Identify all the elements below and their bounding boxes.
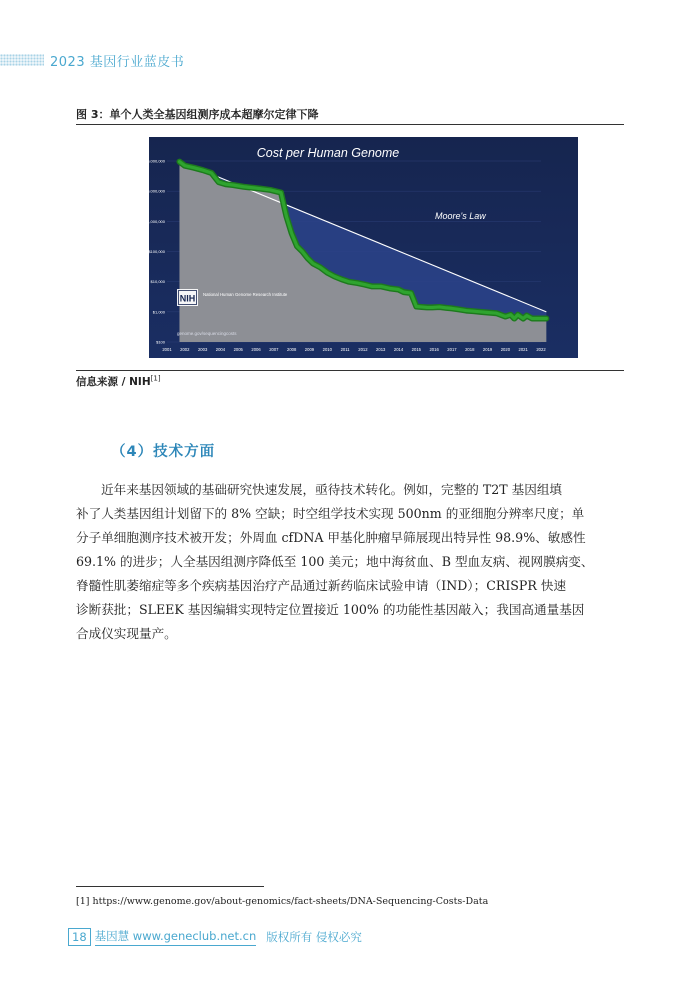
- nih-logo: [177, 289, 198, 306]
- chart-title: Cost per Human Genome: [256, 146, 400, 160]
- x-tick-label: 2021: [518, 347, 528, 352]
- page-footer: [68, 928, 362, 946]
- paragraph-line: 补了人类基因组计划留下的 8% 空缺；时空组学技术实现 500nm 的亚细胞分辨率尺度；单: [76, 506, 585, 521]
- x-tick-label: 2002: [180, 347, 190, 352]
- x-tick-label: 2015: [411, 347, 421, 352]
- nhgri-label: [203, 292, 288, 297]
- x-tick-label: 2022: [536, 347, 546, 352]
- source-footnote-ref[interactable]: [1]: [150, 374, 161, 383]
- nhgri-label-line: National Human Genome Research Institute: [203, 292, 288, 297]
- paragraph-line: 诊断获批；SLEEK 基因编辑实现特定位置接近 100% 的功能性基因敲入；我国高通量基因: [76, 602, 585, 617]
- x-tick-label: 2001: [162, 347, 172, 352]
- header-title: 2023 基因行业蓝皮书: [50, 55, 185, 70]
- x-tick-label: 2008: [287, 347, 297, 352]
- x-tick-label: 2010: [322, 347, 332, 352]
- header-dot-pattern: [0, 54, 44, 66]
- footer-site-link[interactable]: 基因慧 www.geneclub.net.cn: [95, 928, 257, 946]
- y-tick-label: $10,000,000: [142, 188, 165, 194]
- x-tick-label: 2014: [393, 347, 404, 352]
- paragraph-line: 脊髓性肌萎缩症等多个疾病基因治疗产品通过新药临床试验申请（IND）；CRISPR 快速: [76, 578, 567, 593]
- figure-caption: 图 3：单个人类全基因组测序成本超摩尔定律下降: [76, 108, 319, 121]
- chart-source-url: genome.gov/sequencingcosts: [177, 331, 237, 336]
- moores-law-label: Moore's Law: [435, 211, 486, 221]
- y-tick-label: $100,000: [148, 249, 165, 254]
- x-tick-label: 2006: [251, 347, 261, 352]
- footer-rights: 版权所有 侵权必究: [266, 930, 362, 944]
- x-tick-label: 2007: [269, 347, 279, 352]
- y-tick-label: $100,000,000: [140, 158, 165, 164]
- footnote: [1] https://www.genome.gov/about-genomics/fact-sheets/DNA-Sequencing-Costs-Data: [76, 896, 489, 907]
- y-tick-label: $1,000,000: [144, 218, 165, 224]
- x-tick-label: 2009: [304, 347, 315, 352]
- y-tick-label: $100: [156, 339, 165, 345]
- footnote-rule: [76, 886, 264, 887]
- section-heading: （4）技术方面: [111, 444, 216, 460]
- paragraph-line: 69.1% 的进步；人全基因组测序降低至 100 美元；地中海贫血、B 型血友病、视网膜病变、: [76, 554, 594, 569]
- cost-chart: [140, 137, 578, 358]
- paragraph-line: 近年来基因领域的基础研究快速发展，亟待技术转化。例如，完整的 T2T 基因组填: [101, 482, 563, 497]
- x-tick-label: 2018: [465, 347, 475, 352]
- running-header: [0, 50, 699, 70]
- x-tick-label: 2003: [197, 347, 208, 352]
- x-tick-label: 2019: [482, 347, 493, 352]
- x-tick-label: 2005: [233, 347, 243, 352]
- figure-source: [76, 374, 161, 389]
- y-tick-label: $1,000: [152, 309, 165, 315]
- page-number: 18: [68, 928, 91, 946]
- chart-svg: [140, 137, 578, 358]
- x-tick-label: 2016: [429, 347, 439, 352]
- x-tick-label: 2011: [340, 347, 350, 352]
- y-tick-label: $10,000: [150, 279, 165, 285]
- source-label: 信息来源 / NIH: [76, 376, 151, 388]
- body-paragraph: [76, 478, 624, 646]
- x-tick-label: 2020: [500, 347, 511, 352]
- paragraph-line: 合成仪实现量产。: [76, 626, 177, 641]
- nih-logo-text: NIH: [179, 293, 196, 304]
- paragraph-line: 分子单细胞测序技术被开发；外周血 cfDNA 甲基化肿瘤早筛展现出特异性 98.9%、敏感性: [76, 530, 586, 545]
- figure-top-rule: [76, 124, 624, 125]
- x-tick-label: 2017: [447, 347, 457, 352]
- x-tick-label: 2004: [215, 347, 226, 352]
- x-tick-label: 2012: [358, 347, 368, 352]
- figure-bottom-rule: [76, 370, 624, 371]
- x-tick-label: 2013: [376, 347, 386, 352]
